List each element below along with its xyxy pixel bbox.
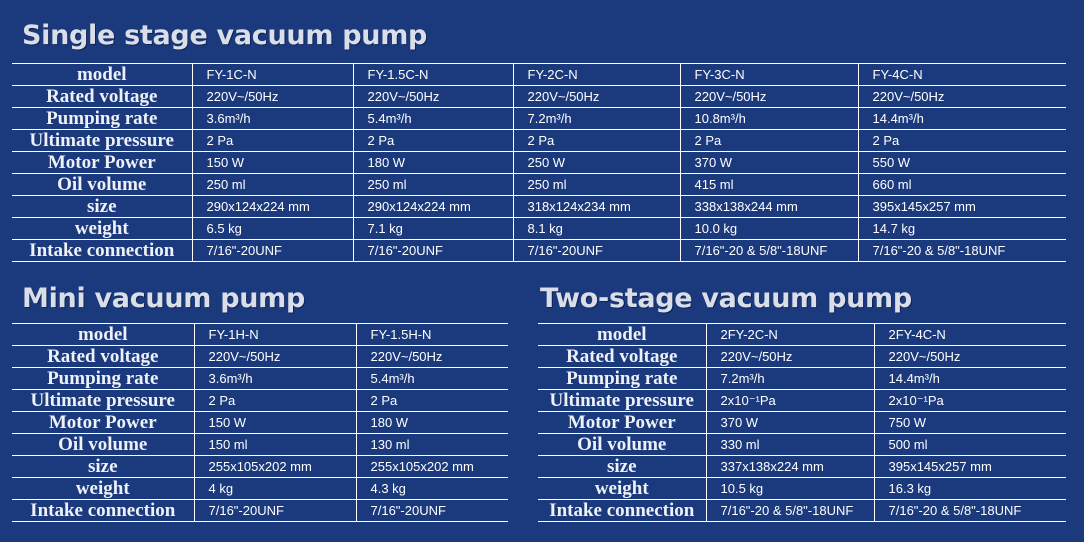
spec-cell: 7/16"-20 & 5/8"-18UNF	[680, 240, 858, 262]
spec-cell: 318x124x234 mm	[513, 196, 680, 218]
spec-cell: 2 Pa	[192, 130, 353, 152]
spec-cell: 150 W	[194, 412, 356, 434]
spec-cell: 250 W	[513, 152, 680, 174]
spec-row-pumping-rate	[12, 108, 1066, 130]
spec-row-oil-volume	[538, 434, 1066, 456]
spec-row-pumping-rate	[12, 368, 508, 390]
spec-cell: 2 Pa	[858, 130, 1066, 152]
spec-cell: 255x105x202 mm	[194, 456, 356, 478]
spec-row-size	[12, 196, 1066, 218]
spec-cell: 150 W	[192, 152, 353, 174]
spec-cell: 5.4m³/h	[356, 368, 508, 390]
row-label: Pumping rate	[12, 108, 192, 130]
spec-cell: 250 ml	[513, 174, 680, 196]
spec-row-ultimate-pressure	[12, 130, 1066, 152]
row-label: Oil volume	[12, 174, 192, 196]
spec-cell: 7.1 kg	[353, 218, 513, 240]
spec-row-weight	[12, 478, 508, 500]
spec-cell: 338x138x244 mm	[680, 196, 858, 218]
spec-cell: 14.7 kg	[858, 218, 1066, 240]
spec-cell: 7.2m³/h	[513, 108, 680, 130]
spec-row-pumping-rate	[538, 368, 1066, 390]
spec-cell: 2x10⁻¹Pa	[874, 390, 1066, 412]
spec-cell: 14.4m³/h	[874, 368, 1066, 390]
row-label: weight	[538, 478, 706, 500]
spec-cell: 2 Pa	[680, 130, 858, 152]
spec-cell: 2 Pa	[194, 390, 356, 412]
spec-cell: 6.5 kg	[192, 218, 353, 240]
spec-cell: 370 W	[706, 412, 874, 434]
spec-cell: 290x124x224 mm	[192, 196, 353, 218]
row-label: Pumping rate	[538, 368, 706, 390]
row-label: Ultimate pressure	[12, 390, 194, 412]
spec-cell: 7/16"-20 & 5/8"-18UNF	[706, 500, 874, 522]
row-label: model	[538, 324, 706, 346]
spec-cell: FY-1H-N	[194, 324, 356, 346]
row-label: weight	[12, 218, 192, 240]
spec-cell: 7/16"-20UNF	[353, 240, 513, 262]
spec-row-model	[538, 324, 1066, 346]
spec-cell: FY-4C-N	[858, 64, 1066, 86]
row-label: Motor Power	[12, 412, 194, 434]
row-label: Oil volume	[538, 434, 706, 456]
spec-cell: 16.3 kg	[874, 478, 1066, 500]
row-label: weight	[12, 478, 194, 500]
row-label: Ultimate pressure	[538, 390, 706, 412]
spec-cell: 3.6m³/h	[192, 108, 353, 130]
spec-cell: 395x145x257 mm	[858, 196, 1066, 218]
spec-cell: 7/16"-20UNF	[356, 500, 508, 522]
spec-cell: 330 ml	[706, 434, 874, 456]
single-stage-spec-table	[12, 63, 1066, 262]
spec-cell: 220V~/50Hz	[706, 346, 874, 368]
spec-cell: 10.8m³/h	[680, 108, 858, 130]
spec-row-weight	[12, 218, 1066, 240]
spec-cell: 220V~/50Hz	[874, 346, 1066, 368]
spec-cell: 220V~/50Hz	[353, 86, 513, 108]
row-label: Oil volume	[12, 434, 194, 456]
spec-cell: 14.4m³/h	[858, 108, 1066, 130]
spec-cell: 7/16"-20 & 5/8"-18UNF	[858, 240, 1066, 262]
spec-cell: FY-1.5H-N	[356, 324, 508, 346]
row-label: Intake connection	[538, 500, 706, 522]
spec-cell: 250 ml	[353, 174, 513, 196]
spec-cell: 3.6m³/h	[194, 368, 356, 390]
spec-cell: 7.2m³/h	[706, 368, 874, 390]
two-stage-title: Two-stage vacuum pump	[540, 283, 912, 314]
row-label: Rated voltage	[538, 346, 706, 368]
spec-cell: 2 Pa	[353, 130, 513, 152]
spec-cell: 2x10⁻¹Pa	[706, 390, 874, 412]
spec-row-intake-connection	[538, 500, 1066, 522]
row-label: Intake connection	[12, 240, 192, 262]
spec-row-rated-voltage	[538, 346, 1066, 368]
row-label: size	[12, 196, 192, 218]
spec-cell: 500 ml	[874, 434, 1066, 456]
spec-cell: 2 Pa	[513, 130, 680, 152]
spec-row-intake-connection	[12, 240, 1066, 262]
spec-cell: 10.0 kg	[680, 218, 858, 240]
spec-row-ultimate-pressure	[12, 390, 508, 412]
spec-cell: 4 kg	[194, 478, 356, 500]
spec-cell: 290x124x224 mm	[353, 196, 513, 218]
spec-cell: FY-1.5C-N	[353, 64, 513, 86]
spec-row-motor-power	[12, 152, 1066, 174]
spec-row-motor-power	[538, 412, 1066, 434]
spec-cell: FY-3C-N	[680, 64, 858, 86]
row-label: Pumping rate	[12, 368, 194, 390]
row-label: Rated voltage	[12, 346, 194, 368]
spec-row-model	[12, 324, 508, 346]
spec-row-rated-voltage	[12, 86, 1066, 108]
spec-row-motor-power	[12, 412, 508, 434]
spec-row-intake-connection	[12, 500, 508, 522]
spec-row-ultimate-pressure	[538, 390, 1066, 412]
spec-cell: 255x105x202 mm	[356, 456, 508, 478]
row-label: Motor Power	[12, 152, 192, 174]
spec-cell: 7/16"-20UNF	[192, 240, 353, 262]
two-stage-spec-table	[538, 323, 1066, 522]
row-label: size	[538, 456, 706, 478]
spec-cell: 550 W	[858, 152, 1066, 174]
spec-cell: 337x138x224 mm	[706, 456, 874, 478]
spec-cell: 10.5 kg	[706, 478, 874, 500]
spec-cell: FY-2C-N	[513, 64, 680, 86]
mini-pump-spec-table	[12, 323, 508, 522]
spec-cell: 2 Pa	[356, 390, 508, 412]
spec-cell: 660 ml	[858, 174, 1066, 196]
spec-cell: 370 W	[680, 152, 858, 174]
spec-cell: 4.3 kg	[356, 478, 508, 500]
spec-cell: 2FY-4C-N	[874, 324, 1066, 346]
spec-cell: 5.4m³/h	[353, 108, 513, 130]
spec-cell: 395x145x257 mm	[874, 456, 1066, 478]
spec-cell: 250 ml	[192, 174, 353, 196]
row-label: Intake connection	[12, 500, 194, 522]
row-label: Rated voltage	[12, 86, 192, 108]
spec-cell: 220V~/50Hz	[192, 86, 353, 108]
spec-cell: 220V~/50Hz	[356, 346, 508, 368]
row-label: size	[12, 456, 194, 478]
spec-row-rated-voltage	[12, 346, 508, 368]
row-label: model	[12, 324, 194, 346]
row-label: model	[12, 64, 192, 86]
spec-cell: 130 ml	[356, 434, 508, 456]
spec-cell: 180 W	[356, 412, 508, 434]
spec-cell: 750 W	[874, 412, 1066, 434]
spec-cell: 220V~/50Hz	[680, 86, 858, 108]
mini-pump-title: Mini vacuum pump	[22, 283, 306, 314]
spec-row-size	[12, 456, 508, 478]
spec-cell: 220V~/50Hz	[194, 346, 356, 368]
spec-cell: 8.1 kg	[513, 218, 680, 240]
row-label: Ultimate pressure	[12, 130, 192, 152]
spec-cell: 180 W	[353, 152, 513, 174]
spec-cell: 220V~/50Hz	[513, 86, 680, 108]
spec-cell: 7/16"-20 & 5/8"-18UNF	[874, 500, 1066, 522]
spec-row-weight	[538, 478, 1066, 500]
spec-cell: FY-1C-N	[192, 64, 353, 86]
spec-cell: 220V~/50Hz	[858, 86, 1066, 108]
spec-row-model	[12, 64, 1066, 86]
spec-cell: 150 ml	[194, 434, 356, 456]
spec-cell: 7/16"-20UNF	[513, 240, 680, 262]
spec-row-size	[538, 456, 1066, 478]
single-stage-title: Single stage vacuum pump	[22, 20, 428, 51]
spec-cell: 7/16"-20UNF	[194, 500, 356, 522]
row-label: Motor Power	[538, 412, 706, 434]
spec-row-oil-volume	[12, 434, 508, 456]
spec-cell: 415 ml	[680, 174, 858, 196]
spec-row-oil-volume	[12, 174, 1066, 196]
spec-cell: 2FY-2C-N	[706, 324, 874, 346]
